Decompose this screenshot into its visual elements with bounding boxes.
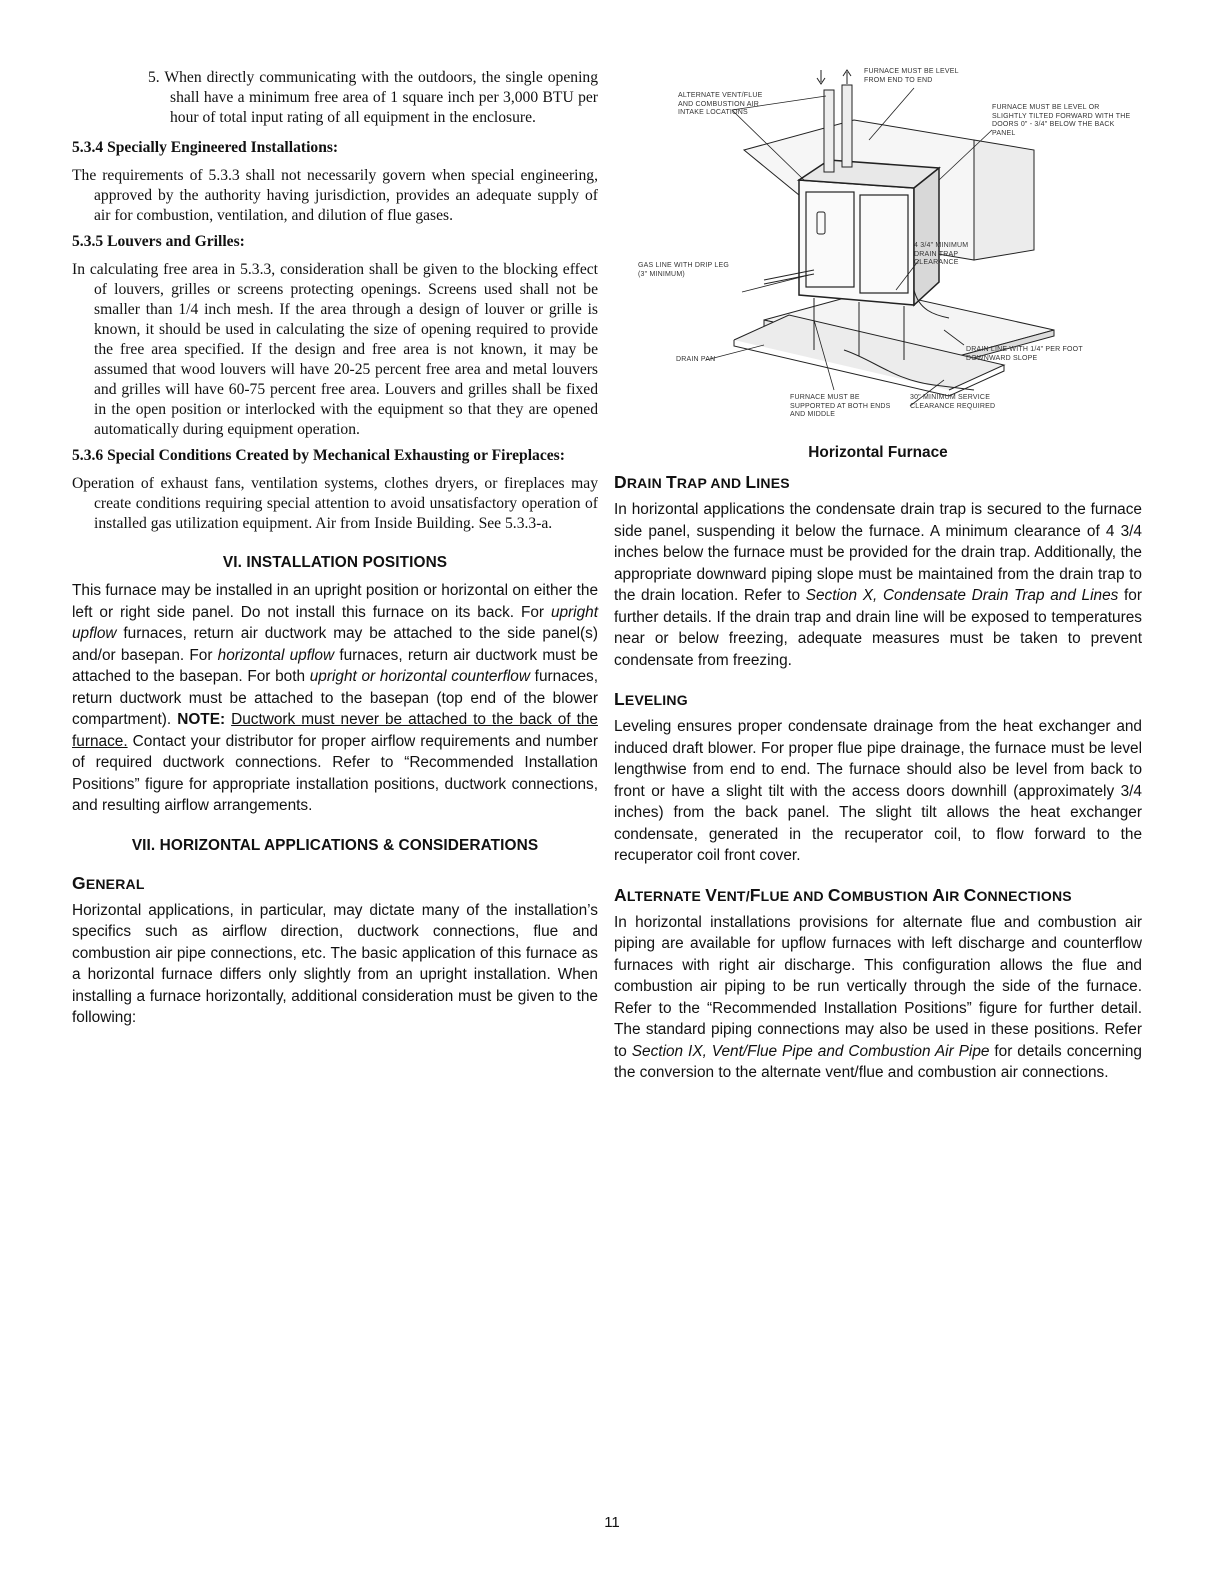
horizontal-furnace-figure <box>614 60 1142 440</box>
alternate-vent-heading <box>614 885 1142 906</box>
note-label: NOTE: <box>177 711 226 728</box>
label-level-end: FURNACE MUST BE LEVEL FROM END TO END <box>864 68 959 84</box>
label-vent-locations: ALTERNATE VENT/FLUE AND COMBUSTION AIR INTAKE LOCATIONS <box>678 92 763 116</box>
label-gas-line: GAS LINE WITH DRIP LEG (3" MINIMUM) <box>638 262 730 278</box>
paragraph-5-3-4: The requirements of 5.3.3 shall not necessarily govern when special engineering, approved by the authority having jurisdiction, provides an adequate supply of air for combustion, ventilation, and dilution of flue gases. <box>72 167 598 224</box>
section-7-title: VII. HORIZONTAL APPLICATIONS & CONSIDERATIONS <box>131 836 539 854</box>
drain-heading <box>614 472 1142 493</box>
label-level-front: FURNACE MUST BE LEVEL OR SLIGHTLY TILTED FORWARD WITH THE DOORS 0" - 3/4" BELOW THE BACK PANEL <box>992 104 1131 137</box>
alternate-vent-heading-text: ALTERNATE VENT/FLUE AND COMBUSTION AIR CONNECTIONS <box>614 884 1072 905</box>
paragraph-5-3-5: In calculating free area in 5.3.3, consideration shall be given to the blocking effect of louvers, grilles or screens protecting openings. Screens used shall not be smaller than 1/4 inch mesh. If the area through a design of louver or grille is known, it should be used in calculating the size of opening required to provide the free area specified. If the design and free area is not known, it may be assumed that wood louvers will have 20-25 percent free area and metal louvers and grilles will have 60-75 percent free area. Louvers and grilles shall be fixed in the open position or interlocked with the equipment so that they are opened automatically during equipment operation. <box>72 261 598 438</box>
figure-caption: Horizontal Furnace <box>808 444 948 461</box>
leveling-heading-text: LEVELING <box>614 689 688 709</box>
furnace-side <box>914 168 939 305</box>
label-support: FURNACE MUST BE SUPPORTED AT BOTH ENDS AND MIDDLE <box>790 394 891 418</box>
label-drain-line: DRAIN LINE WITH 1/4" PER FOOT DOWNWARD SLOPE <box>966 346 1083 362</box>
general-paragraph: Horizontal applications, in particular, may dictate many of the installation’s specifics such as airflow direction, ductwork connections, flue and combustion air pipe connections, etc. The basic application of this furnace as a horizontal furnace differs only slightly from an upright installation. When installing a furnace horizontally, additional consideration must be given to the following: <box>72 901 598 1026</box>
right-column <box>614 60 1142 1084</box>
heading-5-3-5: 5.3.5 Louvers and Grilles: <box>72 233 245 250</box>
left-column <box>72 68 598 1029</box>
section-6-paragraph: This furnace may be installed in an upright position or horizontal on either the left or right side panel. Do not install this furnace on its back. For upright upflow furnaces, return air ductwork may be attached to the side panel(s) and/or basepan. For horizontal upflow furnaces, return air ductwork must be attached to the basepan. For both upright or horizontal counterflow furnaces, return ductwork must be attached to the basepan (top end of the blower compartment). NOTE: Ductwork must never be attached to the back of the furnace. Contact your distributor for proper airflow requirements and number of required ductwork connections. Refer to “Recommended Installation Positions” figure for appropriate installation positions, ductwork connections, and resulting airflow arrangements. <box>72 582 599 814</box>
leveling-paragraph: Leveling ensures proper condensate drainage from the heat exchanger and induced draft blower. For proper flue pipe drainage, the furnace must be level lengthwise from end to end. The furnace should also be level from back to front or have a slight tilt with the access doors downhill (approximately 3/4 inches) from the back panel. The slight tilt allows the heat exchanger condensate, generated in the recuperator coil, to flow forward to the recuperator coil front cover. <box>614 718 1142 864</box>
alternate-vent-paragraph: In horizontal installations provisions for alternate flue and combustion air piping are available for upflow furnaces with left discharge and counterflow furnaces with right air discharge. This configuration allows the flue and combustion air piping to be run vertically through the side of the furnace. Refer to the “Recommended Installation Positions” figure for further detail. The standard piping connections may also be used in these positions. Refer to Section IX, Vent/Flue Pipe and Combustion Air Pipe for details concerning the conversion to the alternate vent/flue and combustion air connections. <box>614 913 1142 1081</box>
general-heading: GENERAL <box>72 872 145 893</box>
section-6-title: VI. INSTALLATION POSITIONS <box>222 554 448 571</box>
general-heading-text: ENERAL <box>85 875 145 892</box>
ductwork-warning: Ductwork must never be attached to the back of the furnace. <box>72 711 598 750</box>
label-drain-pan: DRAIN PAN <box>676 356 716 363</box>
drain-heading-text: DRAIN TRAP AND LINES <box>614 472 790 492</box>
furnace-front <box>799 180 914 305</box>
heading-5-3-6: 5.3.6 Special Conditions Created by Mechanical Exhausting or Fireplaces: <box>72 447 565 464</box>
paragraph-5-3-6: Operation of exhaust fans, ventilation systems, clothes dryers, or fireplaces may create conditions requiring special attention to avoid unsatisfactory operation of installed gas utilization equipment. Air from Inside Building. See 5.3.3-a. <box>72 475 598 532</box>
vent-pipe-right <box>842 85 852 167</box>
item-5-paragraph: 5. When directly communicating with the outdoors, the single opening shall have a minimum free area of 1 square inch per 3,000 BTU per hour of total input rating of all equipment in the enclosure. <box>148 69 598 126</box>
leveling-heading <box>614 689 1142 710</box>
label-drain-trap-clearance: 4 3/4" MINIMUM DRAIN TRAP CLEARANCE <box>914 242 969 266</box>
vent-pipe-left <box>824 90 834 172</box>
drain-paragraph: In horizontal applications the condensate drain trap is secured to the furnace side panel, suspending it below the furnace. A minimum clearance of 4 3/4 inches below the furnace must be provided for the drain trap. Additionally, the appropriate downward piping slope must be maintained from the drain trap to the drain location. Refer to Section X, Condensate Drain Trap and Lines for further details. If the drain trap and drain line will be exposed to temperatures near or below freezing, adequate measures must be taken to prevent condensate from freezing. <box>614 501 1142 669</box>
page-number: 11 <box>604 1514 620 1531</box>
heading-5-3-4: 5.3.4 Specially Engineered Installations: <box>72 139 339 156</box>
label-service-clearance: 30" MINIMUM SERVICE CLEARANCE REQUIRED <box>910 394 996 410</box>
